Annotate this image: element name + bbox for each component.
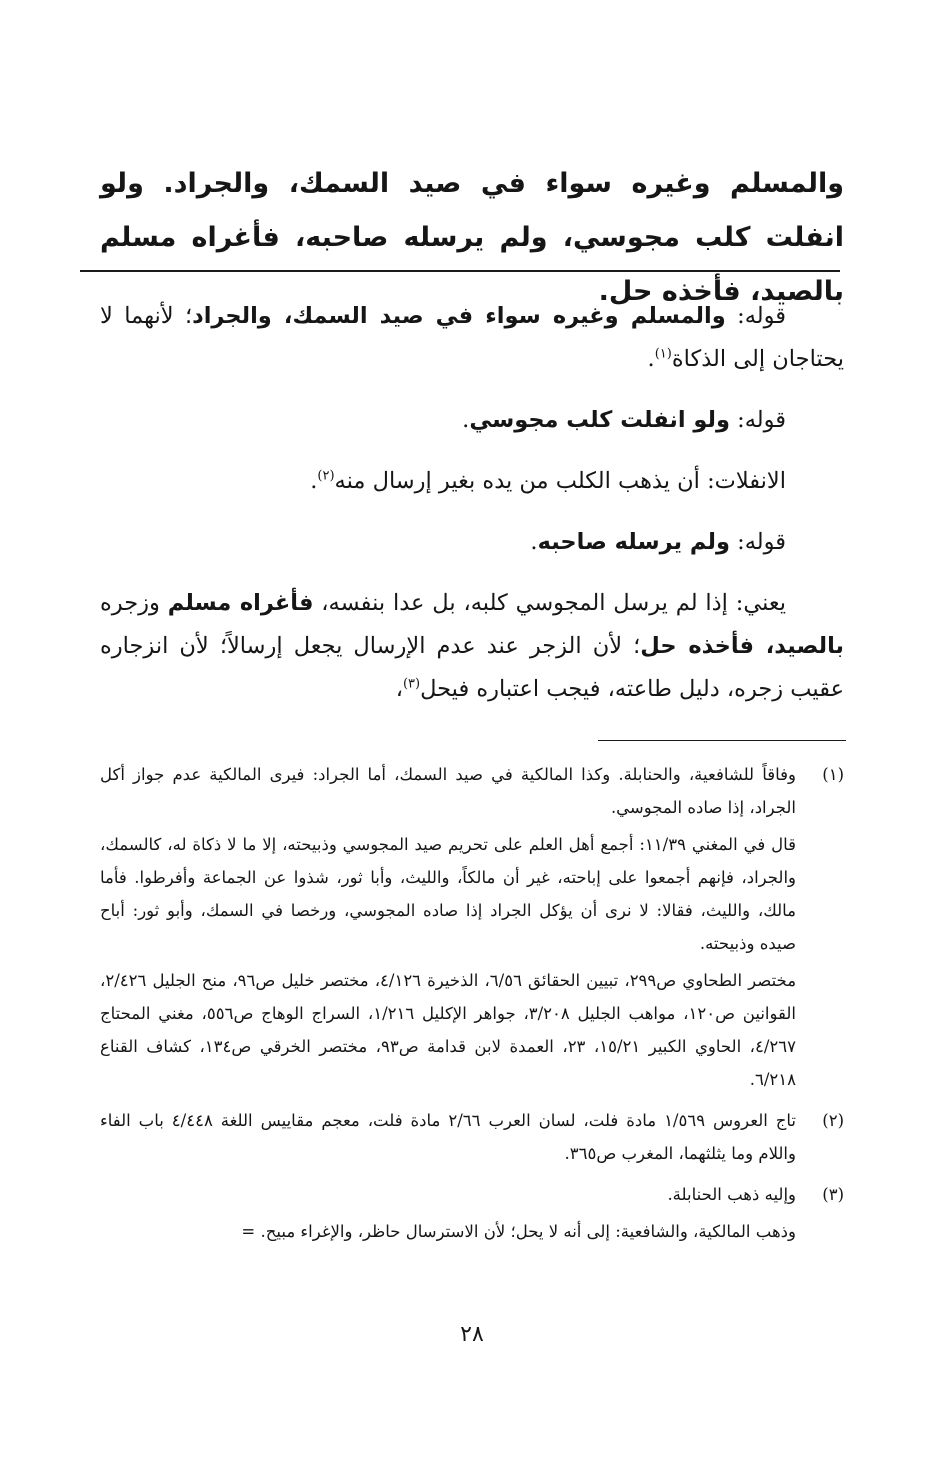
- footnote-ref-2[interactable]: (٢): [317, 468, 335, 484]
- footnote-ref-1[interactable]: (١): [654, 346, 672, 362]
- footnote-number: (١): [822, 765, 844, 784]
- quoted-matn: ولم يرسله صاحبه: [537, 529, 730, 555]
- footnote-paragraph: مختصر الطحاوي ص٢٩٩، تبيين الحقائق ٦/٥٦، الذخيرة ٤/١٢٦، مختصر خليل ص٩٦، منح الجليل ٢/٤٢٦، القوانين ص١٢٠، مواهب الجليل ٣/٢٠٨، جواهر الإكليل ١/٢١٦، السراج الوهاج ص٥٥٦، مغني المحتاج ٤/٢٦٧، الحاوي الكبير ١٥/٢١، ٢٣، العمدة لابن قدامة ص٩٣، مختصر الخرقي ص١٣٤، كشاف القناع ٦/٢١٨.: [100, 971, 797, 1089]
- quoted-matn: فأغراه مسلم: [167, 590, 314, 616]
- quoted-matn: بالصيد، فأخذه حل: [640, 633, 845, 659]
- definition-text: الانفلات: أن يذهب الكلب من يده بغير إرسال منه: [334, 468, 786, 494]
- commentary-paragraph-4: [100, 521, 844, 564]
- footnote-number: (٣): [822, 1185, 844, 1204]
- quote-lead: قوله:: [729, 529, 786, 555]
- commentary-paragraph-5: [100, 582, 844, 711]
- commentary-paragraph-2: [100, 399, 844, 442]
- footnote-paragraph: قال في المغني ١١/٣٩: أجمع أهل العلم على تحريم صيد المجوسي وذبيحته، إلا ما لا ذكاة له، كالسمك، والجراد، فإنهم أجمعوا على إباحته، غير أن مالكاً، والليث، وأبا ثور، شذوا عن الجماعة وأفرطوا. فأما مالك، والليث، فقالا: لا نرى أن يؤكل الجراد إذا صاده المجوسي، ورخصا في السمك، وأبو ثور: أباح صيده وذبيحته.: [100, 835, 796, 953]
- footnote-separator-rule: [598, 740, 846, 741]
- quoted-matn: ولو انفلت كلب مجوسي: [469, 407, 730, 433]
- sentence-end: .: [530, 529, 538, 555]
- quote-lead: قوله:: [725, 303, 787, 329]
- matn-text: والمسلم وغيره سواء في صيد السمك، والجراد. ولو انفلت كلب مجوسي، ولم يرسله صاحبه، فأغراه مسلم بالصيد، فأخذه حل.: [100, 168, 844, 307]
- sentence-end: .: [310, 468, 318, 494]
- footnote-ref-3[interactable]: (٣): [402, 676, 421, 692]
- commentary-text: ؛ لأنهما لا يحتاجان إلى الذكاة: [100, 303, 844, 372]
- commentary-text: يعني: إذا لم يرسل المجوسي كلبه، بل عدا بنفسه،: [313, 590, 787, 616]
- footnote-paragraph: وذهب المالكية، والشافعية: إلى أنه لا يحل؛ لأن الاسترسال حاظر، والإغراء مبيح. =: [241, 1222, 796, 1241]
- quoted-matn: والمسلم وغيره سواء في صيد السمك، والجراد: [192, 303, 726, 329]
- sentence-end: .: [647, 346, 655, 372]
- footnote-number: (٢): [822, 1111, 844, 1130]
- sentence-end: .: [462, 407, 470, 433]
- commentary-text: ؛ لأن الزجر عند عدم الإرسال يجعل إرسالاً؛ لأن انزجاره عقيب زجره، دليل طاعته، فيجب اعتباره فيحل: [100, 633, 844, 702]
- footnote-paragraph: وفاقاً للشافعية، والحنابلة. وكذا المالكية في صيد السمك، أما الجراد: فيرى المالكية عدم جواز أكل الجراد، إذا صاده المجوسي.: [100, 765, 796, 817]
- footnote-2: [100, 1104, 844, 1170]
- footnote-paragraph: وإليه ذهب الحنابلة.: [667, 1185, 796, 1204]
- matn-separator-rule: [80, 270, 840, 272]
- commentary-text: وزجره: [100, 590, 168, 616]
- footnote-1: [100, 758, 844, 1096]
- page-number: ٢٨: [460, 1322, 484, 1347]
- commentary-paragraph-1: [100, 295, 844, 381]
- quote-lead: قوله:: [729, 407, 786, 433]
- footnotes-section: [100, 758, 844, 1248]
- sentence-end: ،: [395, 676, 403, 702]
- commentary-section: [100, 295, 844, 711]
- commentary-paragraph-3: [100, 460, 844, 503]
- footnote-paragraph: تاج العروس ١/٥٦٩ مادة فلت، لسان العرب ٢/٦٦ مادة فلت، معجم مقاييس اللغة ٤/٤٤٨ باب الفاء واللام وما يثلثهما، المغرب ص٣٦٥.: [100, 1111, 797, 1163]
- footnote-3: [100, 1178, 844, 1248]
